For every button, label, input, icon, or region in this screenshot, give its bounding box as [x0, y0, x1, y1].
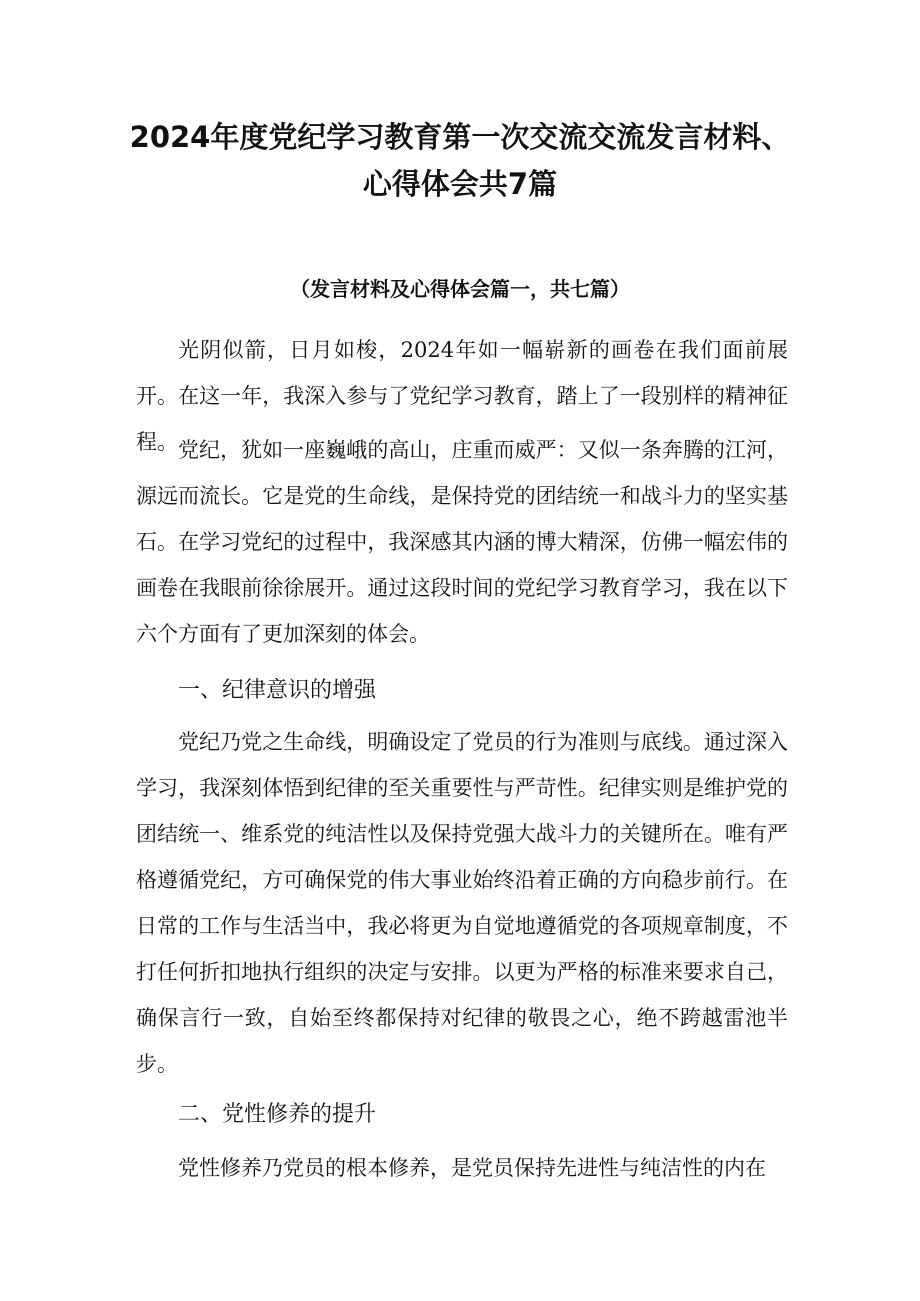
document-title: 2024年度党纪学习教育第一次交流交流发言材料、心得体会共7篇 — [129, 120, 791, 201]
document-subtitle: （发言材料及心得体会篇一，共七篇） — [290, 277, 630, 301]
intro-paragraph-2: 党纪，犹如一座巍峨的高山，庄重而威严：又似一条奔腾的江河，源远而流长。它是党的生命线，是保持党的团结统一和战斗力的坚实基石。在学习党纪的过程中，我深感其内涵的博大精深，仿佛一幅宏伟的画卷在我眼前徐徐展开。通过这段时间的党纪学习教育学习，我在以下六个方面有了更加深刻的体会。 — [136, 438, 788, 646]
section-1-paragraph: 党纪乃党之生命线，明确设定了党员的行为准则与底线。通过深入学习，我深刻体悟到纪律的至关重要性与严苛性。纪律实则是维护党的团结统一、维系党的纯洁性以及保持党强大战斗力的关键所在。唯有严格遵循党纪，方可确保党的伟大事业始终沿着正确的方向稳步前行。在日常的工作与生活当中，我必将更为自觉地遵循党的各项规章制度，不打任何折扣地执行组织的决定与安排。以更为严格的标准来要求自己，确保言行一致，自始至终都保持对纪律的敬畏之心，绝不跨越雷池半步。 — [136, 730, 788, 1076]
intro-paragraph-1: 光阴似箭，日月如梭，2024年如一幅崭新的画卷在我们面前展开。在这一年，我深入参与了党纪学习教育，踏上了一段别样的精神征程。 — [136, 338, 788, 454]
section-2-paragraph: 党性修养乃党员的根本修养，是党员保持先进性与纯洁性的内在 — [178, 1156, 766, 1180]
section-heading-1: 一、纪律意识的增强 — [178, 678, 377, 703]
section-heading-2: 二、党性修养的提升 — [178, 1102, 377, 1127]
